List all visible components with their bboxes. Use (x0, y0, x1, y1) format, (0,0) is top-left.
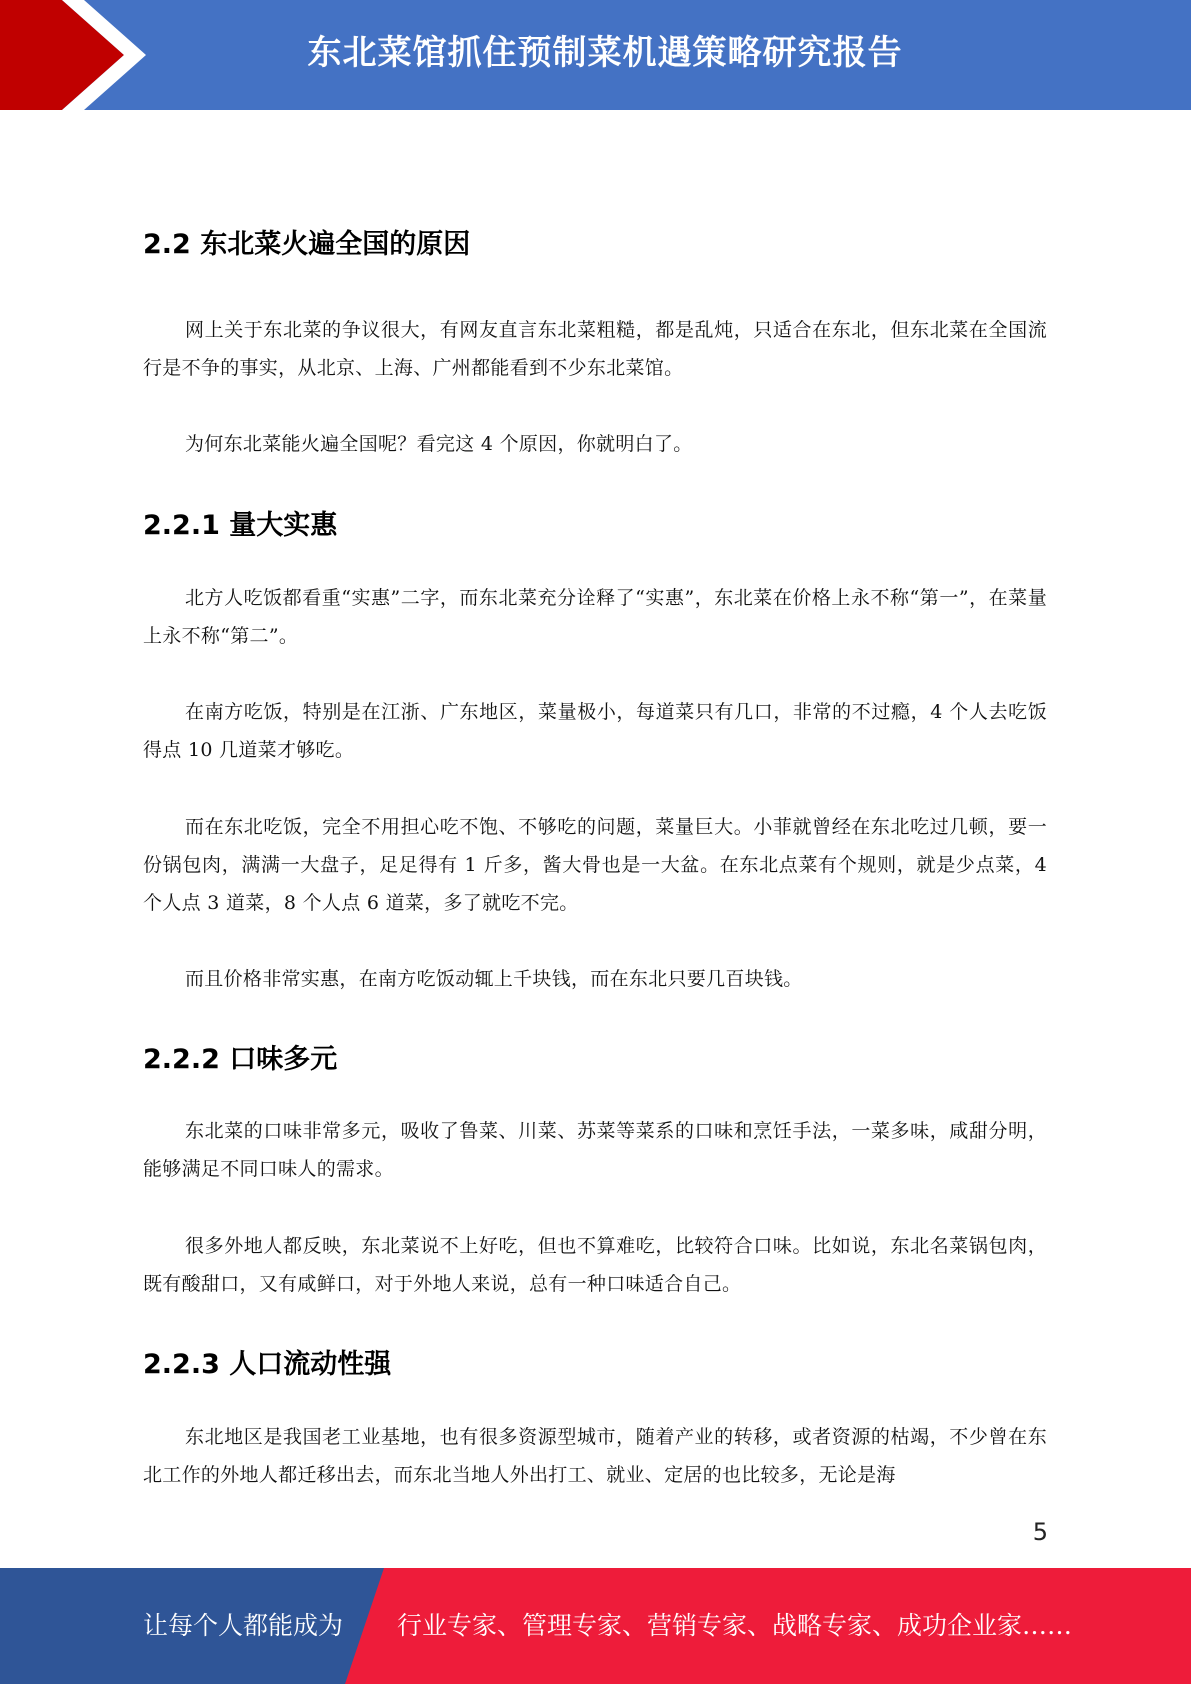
page-footer (0, 1568, 1191, 1684)
subsection-heading: 2.2.3 人口流动性强 (143, 1349, 392, 1380)
footer-slogan: 让每个人都能成为 (143, 1611, 344, 1640)
paragraph: 东北菜的口味非常多元，吸收了鲁菜、川菜、苏菜等菜系的口味和烹饪手法，一菜多味，咸甜分明，能够满足不同口味人的需求。 (143, 1120, 1047, 1180)
section-heading: 2.2 东北菜火遍全国的原因 (143, 229, 471, 260)
report-title: 东北菜馆抓住预制菜机遇策略研究报告 (307, 33, 903, 73)
paragraph: 而且价格非常实惠，在南方吃饭动辄上千块钱，而在东北只要几百块钱。 (185, 968, 803, 990)
paragraph: 网上关于东北菜的争议很大，有网友直言东北菜粗糙，都是乱炖，只适合在东北，但东北菜在全国流行是不争的事实，从北京、上海、广州都能看到不少东北菜馆。 (143, 319, 1047, 379)
page-number: 5 (1032, 1518, 1048, 1546)
subsection-heading: 2.2.2 口味多元 (143, 1044, 338, 1075)
page-header (0, 0, 1191, 110)
subsection-heading: 2.2.1 量大实惠 (143, 510, 338, 541)
header-arrow-icon (0, 0, 160, 110)
paragraph: 很多外地人都反映，东北菜说不上好吃，但也不算难吃，比较符合口味。比如说，东北名菜锅包肉，既有酸甜口，又有咸鲜口，对于外地人来说，总有一种口味适合自己。 (143, 1235, 1047, 1295)
paragraph: 在南方吃饭，特别是在江浙、广东地区，菜量极小，每道菜只有几口，非常的不过瘾，4 个人去吃饭得点 10 几道菜才够吃。 (143, 701, 1047, 761)
paragraph: 为何东北菜能火遍全国呢？看完这 4 个原因，你就明白了。 (185, 433, 693, 455)
paragraph: 东北地区是我国老工业基地，也有很多资源型城市，随着产业的转移，或者资源的枯竭，不少曾在东北工作的外地人都迁移出去，而东北当地人外出打工、就业、定居的也比较多，无论是海 (143, 1426, 1047, 1486)
paragraph: 北方人吃饭都看重“实惠”二字，而东北菜充分诠释了“实惠”，东北菜在价格上永不称“第一”，在菜量上永不称“第二”。 (143, 587, 1047, 647)
paragraph: 而在东北吃饭，完全不用担心吃不饱、不够吃的问题，菜量巨大。小菲就曾经在东北吃过几顿，要一份锅包肉，满满一大盘子，足足得有 1 斤多，酱大骨也是一大盆。在东北点菜有个规则，就是少点菜，4 个人点 3 道菜，8 个人点 6 道菜，多了就吃不完。 (143, 816, 1047, 914)
footer-expert-list: 行业专家、管理专家、营销专家、战略专家、成功企业家…… (397, 1611, 1073, 1640)
